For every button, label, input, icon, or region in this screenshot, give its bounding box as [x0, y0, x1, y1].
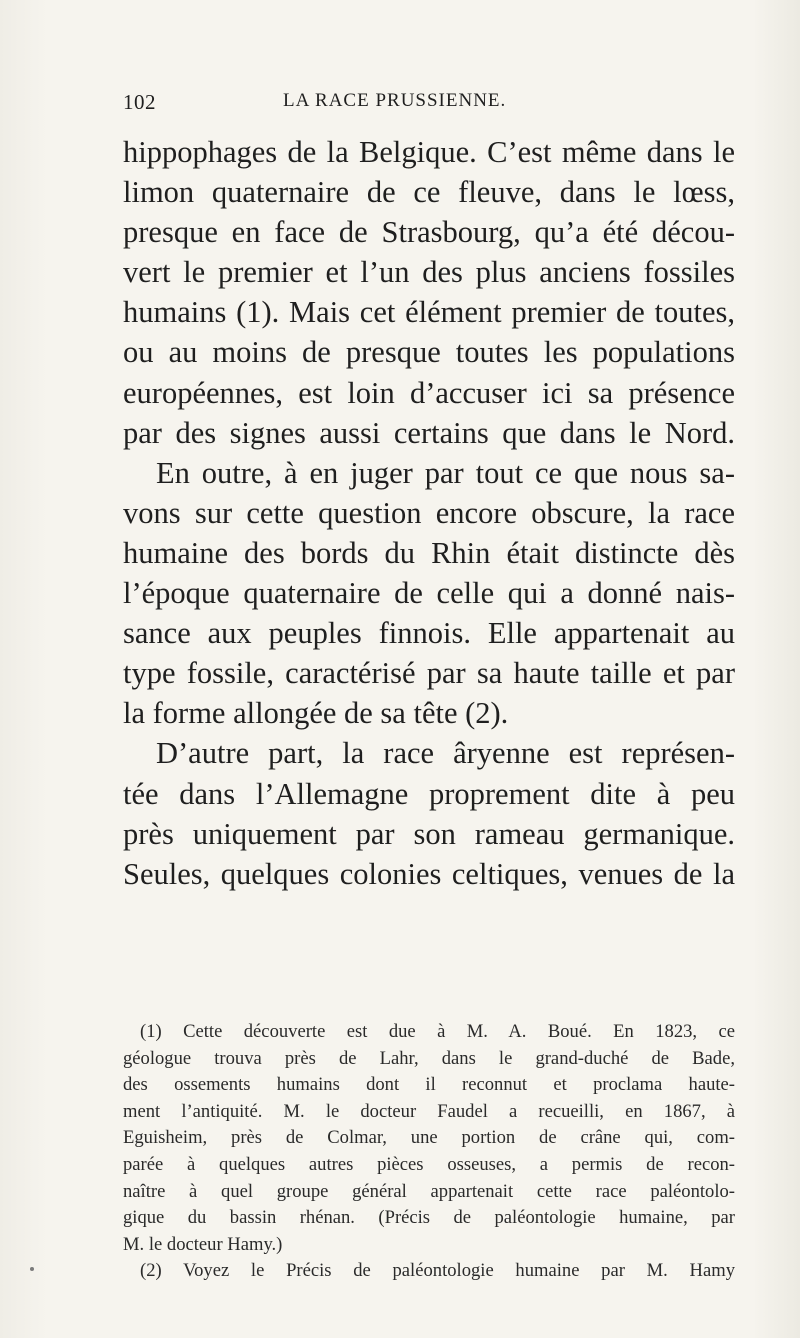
page-number: 102: [123, 90, 156, 114]
footnote-line: naître à quel groupe général appartenait cette race paléontolo-: [123, 1180, 735, 1202]
footnote-line: Eguisheim, près de Colmar, une portion de crâne qui, com-: [123, 1127, 735, 1149]
body-line: vons sur cette question encore obscure, la race: [123, 495, 735, 530]
footnote-line: M. le docteur Hamy.): [123, 1233, 283, 1255]
footnote-line: (2) Voyez le Précis de paléontologie humaine par M. Hamy: [140, 1260, 735, 1282]
body-line: humains (1). Mais cet élément premier de toutes,: [123, 295, 735, 330]
body-text: [123, 132, 735, 894]
body-line: l’époque quaternaire de celle qui a donné nais-: [123, 576, 735, 611]
body-line: hippophages de la Belgique. C’est même dans le: [123, 135, 735, 169]
body-line: humaine des bords du Rhin était distincte dès: [123, 535, 735, 570]
footnote-line: ment l’antiquité. M. le docteur Faudel a recueilli, en 1867, à: [123, 1100, 735, 1122]
footnotes: [123, 1019, 735, 1285]
body-line: Seules, quelques colonies celtiques, venues de la: [123, 856, 735, 891]
body-line: sance aux peuples finnois. Elle appartenait au: [123, 616, 735, 651]
body-line: par des signes aussi certains que dans le Nord.: [123, 415, 735, 450]
body-line: près uniquement par son rameau germanique.: [123, 816, 735, 851]
footnote-line: parée à quelques autres pièces osseuses, a permis de recon-: [123, 1153, 735, 1175]
body-line: En outre, à en juger par tout ce que nous sa-: [156, 455, 735, 490]
footnote-line: des ossements humains dont il reconnut et proclama haute-: [123, 1074, 735, 1096]
body-line: limon quaternaire de ce fleuve, dans le lœss,: [123, 175, 735, 210]
body-line: type fossile, caractérisé par sa haute taille et par: [123, 656, 735, 691]
running-title: LA RACE PRUSSIENNE.: [283, 90, 507, 111]
body-line: D’autre part, la race âryenne est représen-: [156, 736, 735, 771]
body-line: ou au moins de presque toutes les populations: [123, 335, 735, 370]
body-line: européennes, est loin d’accuser ici sa présence: [123, 375, 735, 410]
body-line: presque en face de Strasbourg, qu’a été décou-: [123, 215, 735, 250]
footnote-line: géologue trouva près de Lahr, dans le grand-duché de Bade,: [123, 1047, 735, 1069]
ink-speck: [30, 1267, 34, 1271]
body-line: la forme allongée de sa tête (2).: [123, 696, 509, 731]
body-line: tée dans l’Allemagne proprement dite à peu: [123, 776, 735, 811]
footnote-line: (1) Cette découverte est due à M. A. Boué. En 1823, ce: [140, 1021, 735, 1042]
footnote-line: gique du bassin rhénan. (Précis de paléontologie humaine, par: [123, 1207, 735, 1229]
body-line: vert le premier et l’un des plus anciens fossiles: [123, 255, 735, 290]
page-header: [123, 90, 703, 120]
